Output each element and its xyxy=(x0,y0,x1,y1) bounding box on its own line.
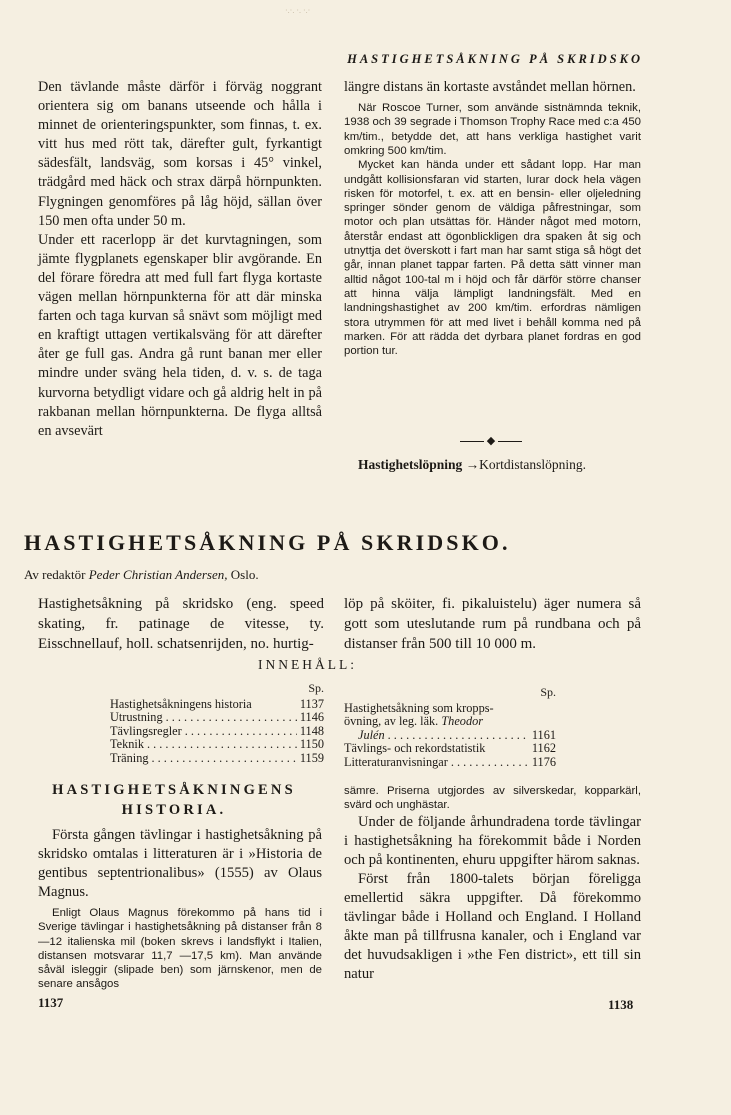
top-left-column xyxy=(38,78,322,441)
paragraph: längre distans än kortaste avståndet mellan hörnen. xyxy=(344,79,636,95)
paragraph: När Roscoe Turner, som använde sistnämnda teknik, 1938 och 39 segrade i Thomson Trophy Race med c:a 450 km/tim., betydde det, att hans verkliga hastighet varit omkring 500 km/tim. xyxy=(344,102,641,157)
toc-entry[interactable] xyxy=(110,725,324,739)
toc-entry-label: Hastighetsåkning som kropps- xyxy=(344,700,494,715)
byline xyxy=(24,567,259,583)
top-right-column xyxy=(344,78,641,358)
byline-place: Oslo. xyxy=(230,567,259,582)
paragraph: Första gången tävlingar i hastighetsåkning på skridsko omtalas i litteraturen är i »Historia de gentibus septentrionalibus» (1555) av Olaus Magnus. xyxy=(38,827,322,900)
library-stamp: ·.·. ·. ·.· xyxy=(285,6,311,15)
cross-reference xyxy=(358,457,586,473)
toc-entry-page: 1148 xyxy=(299,723,324,738)
running-head: HASTIGHETSÅKNING PÅ SKRIDSKO xyxy=(347,52,643,66)
arrow-icon: → xyxy=(465,457,480,472)
toc-left xyxy=(110,682,324,766)
paragraph: sämre. Priserna utgjordes av silverskedar, kopparkärl, svärd och unghästar. xyxy=(344,785,641,812)
page-number-right: 1138 xyxy=(608,997,634,1012)
section-title: HASTIGHETSÅKNINGENS HISTORIA. xyxy=(52,782,296,818)
toc-entry[interactable] xyxy=(110,711,324,725)
toc-entry[interactable] xyxy=(344,756,556,770)
toc-right xyxy=(344,686,556,770)
paragraph: Den tävlande måste därför i förväg noggrant orientera sig om banans utseende och hålla i minnet de orienteringspunkter, som finnas, t. ex. vitt hus med rött tak, därefter gult, fyrkantigt sädesfält, landsväg, som korsas i 45° vinkel, trädgård med häck och strax därpå hörnpunkten. Flygningen genomföres på låg höjd, sällan över 150 men ofta under 50 m. xyxy=(38,79,322,229)
toc-entry[interactable] xyxy=(110,698,324,712)
toc-entry-page: 1176 xyxy=(531,754,556,769)
byline-prefix: Av redaktör xyxy=(24,567,86,582)
paragraph: Mycket kan hända under ett sådant lopp. Har man undgått kollisionsfaran vid starten, lurar dock hela vägen risken för motorfel, t. ex. att en bensin- eller oljeledning springer sönder genom de väldiga påfrestningar, som motor och plan utsättas för. Händer något med motorn, återstår endast att ögonblickligen dra spaken åt sig och utnyttja det överskott i fart man har samt stiga så högt det går, innan planet tappar farten. På detta sätt vinner man alltid något 100-tal m i höjd och får därför större chanser att hinna välja lämpligt landningsfält. Med en landningshastighet av 200 km/tim. erfordras nämligen stora utrymmen för att med livet i behåll komma ned på marken. För att rädda det dyrbara planet fordras en god portion tur. xyxy=(344,159,641,358)
toc-entry[interactable] xyxy=(344,729,556,743)
toc-author: Julén xyxy=(358,727,385,742)
section-divider xyxy=(460,434,522,448)
toc-sp-label: Sp. xyxy=(540,685,556,699)
intro-right: löp på sköiter, fi. pikaluistelu) äger numera så gott som uteslutande rum på rundbana och på distanser från 500 till 10 000 m. xyxy=(344,596,641,652)
toc-entry-label: Utrustning xyxy=(110,710,163,725)
toc-entry-label: Hastighetsåkningens historia xyxy=(110,696,252,711)
paragraph: Enligt Olaus Magnus förekommo på hans tid i Sverige tävlingar i hastighetsåkning på distanser från 8—12 italienska mil (boken skrevs i landsflykt i Italien, distansen motsvarar 11,7 —17,5 km). Man använde såväl isleggir (slipade ben) som järnskenor, men de senare ansågos xyxy=(38,907,322,991)
toc-title: INNEHÅLL: xyxy=(258,657,357,672)
toc-entry-label: Tävlingsregler xyxy=(110,723,182,738)
toc-entry[interactable] xyxy=(344,742,556,756)
toc-entry-page: 1150 xyxy=(299,737,324,752)
toc-entry-label: Teknik xyxy=(110,737,144,752)
toc-entry-label: övning, av leg. läk. Theodor xyxy=(344,714,484,729)
byline-author: Peder Christian Andersen, xyxy=(88,567,228,582)
toc-entry[interactable] xyxy=(110,738,324,752)
article-title: HASTIGHETSÅKNING PÅ SKRIDSKO. xyxy=(24,530,511,555)
paragraph: Under de följande århundradena torde tävlingar i hastighetsåkning ha förekommit både i Norden och på kontinenten, ehuru uppgifter härom saknas. xyxy=(344,813,641,868)
paragraph: Först från 1800-talets början föreligga emellertid säkra uppgifter. Då förekommo tävlingar både i Holland och England. I Holland åkte man på tillfrusna kanaler, och i England var det huvudsakligen i »the Fen district», ett till sin natur xyxy=(344,870,641,982)
toc-entry-label: Träning xyxy=(110,750,149,765)
toc-entry-page: 1161 xyxy=(531,727,556,742)
intro-left: Hastighetsåkning på skridsko (eng. speed skating, fr. patinage de vitesse, ty. Eisschnellauf, holl. schatsenrijden, no. hurtig- xyxy=(38,596,324,652)
paragraph: Under ett racerlopp är det kurvtagningen, som jämte flygplanets egenskaper blir avgörande. En del förare föredra att med full fart flyga kortaste vägen mellan hörnpunkterna för att där minska farten och taga kurvan så snävt som möjligt med en kraftigt uttagen vertikalsväng för att därefter åter ge full gas. Andra gå runt banan mer eller mindre under sväng hela tiden, d. v. s. de taga kurvorna betydligt vidare och gå aldrig helt in på rakbanan mellan hörnpunkterna. De flyga alltså en avsevärt xyxy=(38,231,322,439)
diamond-icon: ◆ xyxy=(486,435,496,447)
toc-sp-label: Sp. xyxy=(308,681,324,695)
toc-entry[interactable] xyxy=(110,752,324,766)
toc-entry-label: Litteraturanvisningar xyxy=(344,754,448,769)
toc-entry-page: 1159 xyxy=(299,750,324,765)
history-right-column xyxy=(344,784,641,984)
cross-reference-term: Hastighetslöpning xyxy=(358,457,463,472)
toc-entry-label: Tävlings- och rekordstatistik xyxy=(344,741,486,756)
toc-author: Theodor xyxy=(441,714,484,729)
history-left-column xyxy=(38,826,322,992)
toc-entry-page: 1162 xyxy=(531,741,556,756)
toc-entry-page: 1137 xyxy=(299,696,324,711)
page-number-left: 1137 xyxy=(38,995,64,1010)
toc-entry-page: 1146 xyxy=(299,710,324,725)
cross-reference-target: Kortdistanslöpning. xyxy=(479,457,587,472)
